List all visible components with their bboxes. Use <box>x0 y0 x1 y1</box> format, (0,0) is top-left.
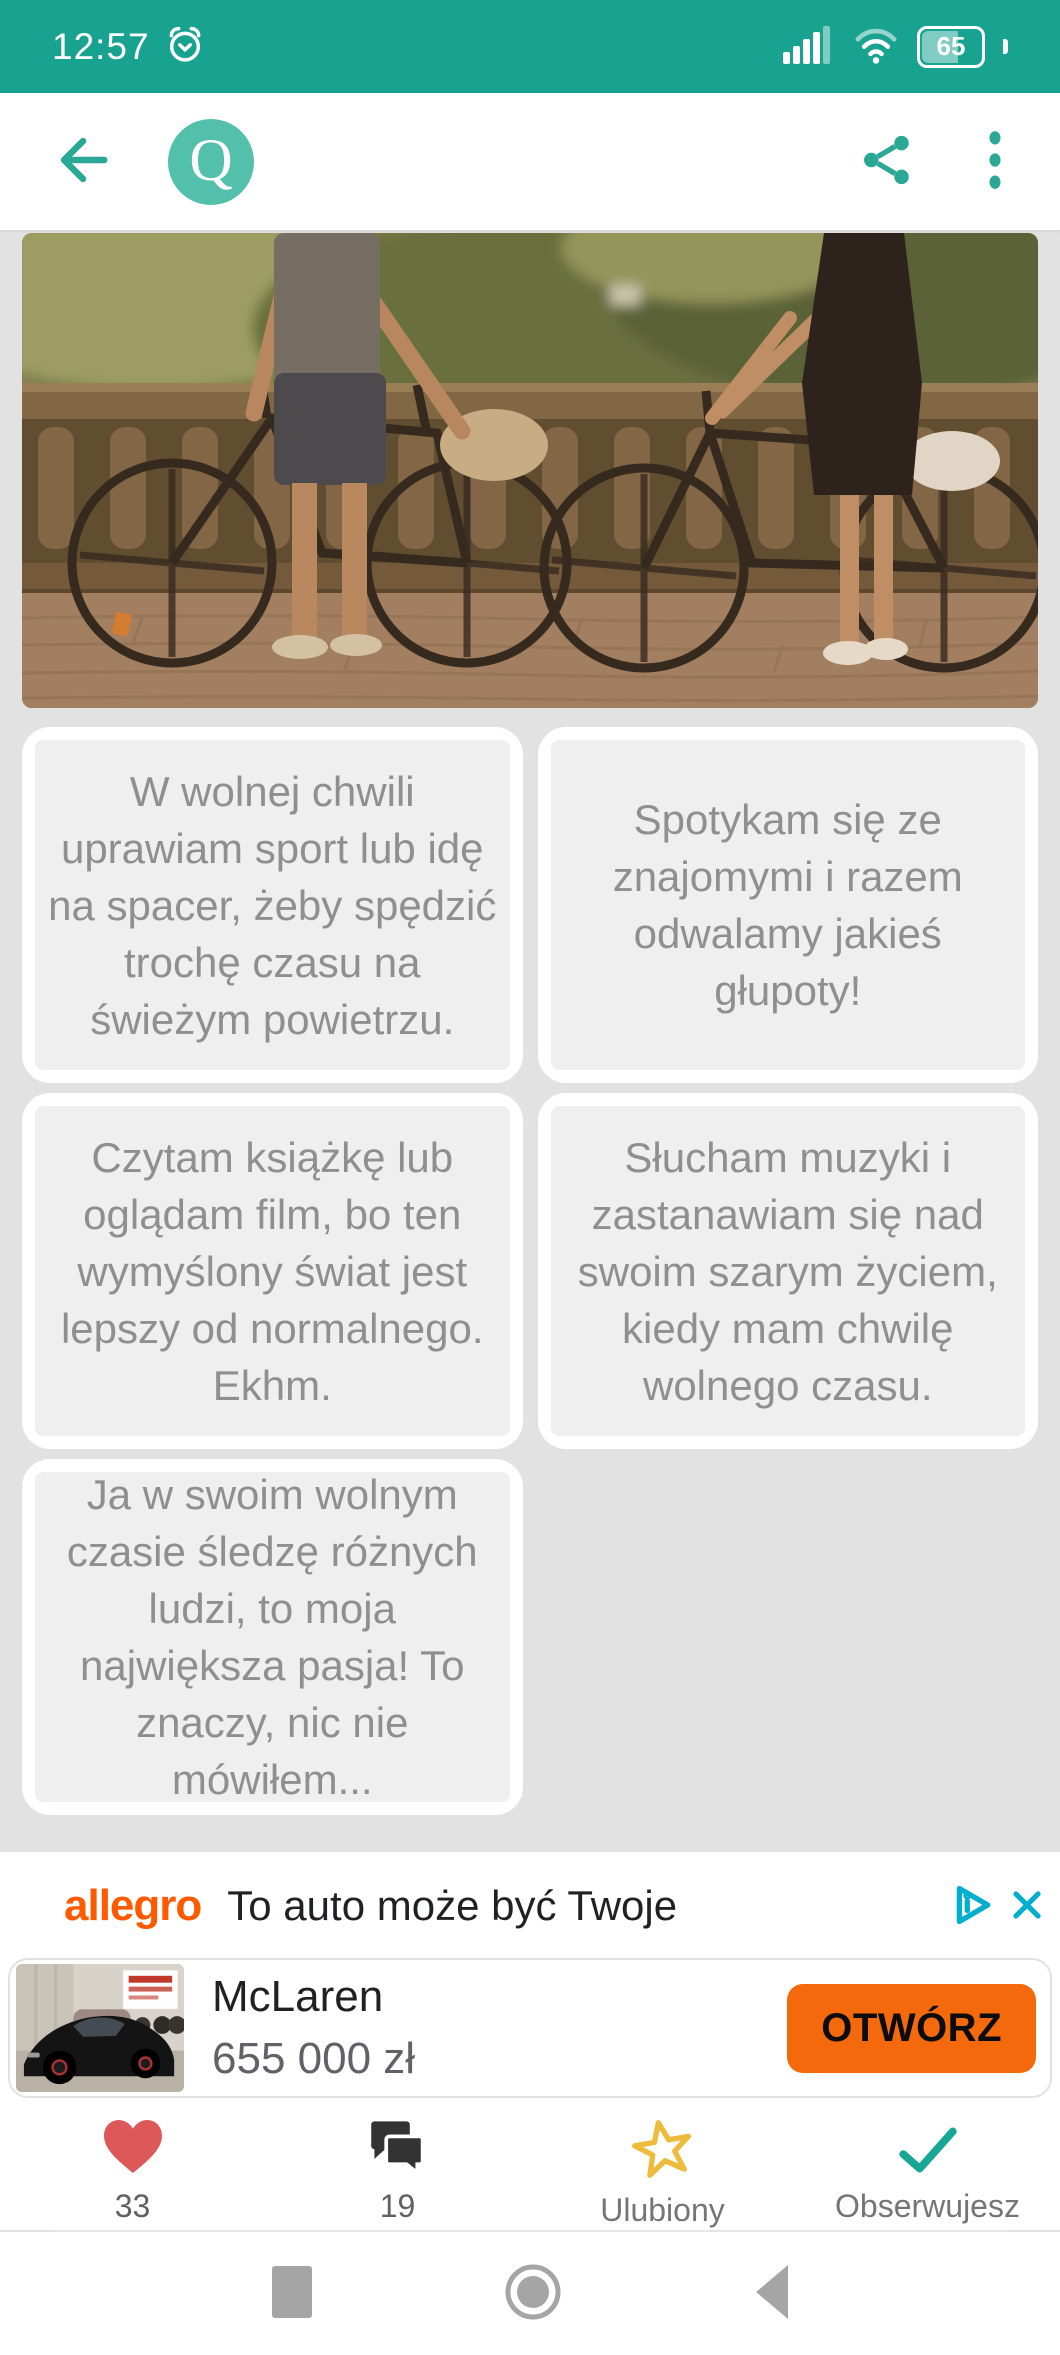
answer-option-4[interactable] <box>538 1093 1039 1449</box>
heart-icon <box>101 2117 165 2178</box>
app-logo <box>168 119 254 205</box>
ad-car-image <box>16 1964 184 2092</box>
android-nav-bar <box>0 2232 1060 2355</box>
home-circle-icon <box>504 2263 562 2324</box>
post-action-bar <box>0 2105 1060 2230</box>
adchoices-icon <box>950 1883 994 1930</box>
answer-option-3[interactable] <box>22 1093 523 1449</box>
signal-icon <box>783 24 835 69</box>
recents-button[interactable] <box>272 2266 312 2321</box>
ad-copy <box>212 1972 415 2084</box>
ad-open-button[interactable]: OTWÓRZ <box>787 1984 1036 2073</box>
ad-product-title: McLaren <box>212 1972 384 2021</box>
answer-option-2[interactable] <box>538 727 1039 1083</box>
ad-close-button[interactable] <box>1008 1886 1046 1927</box>
app-bar <box>0 93 1060 230</box>
comments-button[interactable] <box>265 2105 530 2230</box>
share-button[interactable] <box>858 131 916 192</box>
battery-icon <box>917 26 985 68</box>
comments-icon <box>368 2117 428 2178</box>
quiz-content <box>0 230 1060 1815</box>
answer-option-panel <box>35 1106 510 1436</box>
answer-option-1[interactable] <box>22 727 523 1083</box>
answer-options <box>0 727 1060 1815</box>
ad-price: 655 000 zł <box>212 2034 416 2083</box>
answer-option-text: Ja w swoim wolnym czasie śledzę różnych ludzi, to moja największa pasja! To znaczy, nic nie mówiłem... <box>66 1471 478 1803</box>
quiz-question-image <box>22 233 1038 708</box>
share-icon <box>858 131 916 192</box>
status-bar <box>0 0 1060 93</box>
favorite-button[interactable] <box>530 2105 795 2230</box>
overflow-menu-button[interactable] <box>982 129 1008 194</box>
back-nav-button[interactable] <box>754 2265 788 2322</box>
answer-option-text: W wolnej chwili uprawiam sport lub idę na spacer, żeby spędzić trochę czasu na świeżym powietrzu. <box>48 767 497 1043</box>
allegro-logo: allegro <box>64 1881 202 1930</box>
answer-option-panel <box>35 1472 510 1802</box>
back-triangle-icon <box>754 2265 788 2322</box>
back-button[interactable] <box>52 134 114 189</box>
comments-count: 19 <box>379 2188 416 2224</box>
ad-headline: To auto może być Twoje <box>227 1882 678 1929</box>
wifi-icon <box>851 23 901 70</box>
answer-option-5[interactable] <box>22 1459 523 1815</box>
adchoices-button[interactable] <box>950 1883 994 1930</box>
answer-option-panel <box>35 740 510 1070</box>
ad-header-icons <box>950 1883 1046 1930</box>
answer-option-text: Słucham muzyki i zastanawiam się nad swoim szarym życiem, kiedy mam chwilę wolnego czasu. <box>577 1133 998 1409</box>
likes-count: 33 <box>114 2188 151 2224</box>
battery-percentage: 65 <box>936 31 966 61</box>
back-arrow-icon <box>52 134 114 189</box>
ad-header <box>0 1870 1060 1942</box>
ad-banner <box>0 1852 1060 2105</box>
ad-card[interactable] <box>8 1958 1052 2098</box>
alarm-icon <box>164 23 206 70</box>
like-button[interactable] <box>0 2105 265 2230</box>
answer-option-panel <box>551 1106 1026 1436</box>
battery-nub <box>1003 39 1008 54</box>
clock-time: 12:57 <box>52 25 150 67</box>
answer-option-text: Czytam książkę lub oglądam film, bo ten wymyślony świat jest lepszy od normalnego. Ekhm. <box>60 1133 484 1409</box>
status-bar-right <box>783 23 1008 70</box>
close-icon <box>1008 1886 1046 1927</box>
status-bar-left <box>52 23 206 70</box>
home-button[interactable] <box>504 2263 562 2324</box>
follow-label: Obserwujesz <box>835 2188 1020 2224</box>
recents-square-icon <box>272 2266 312 2321</box>
answer-option-panel <box>551 740 1026 1070</box>
favorite-label: Ulubiony <box>600 2192 725 2228</box>
app-logo-letter: Q <box>189 126 233 193</box>
star-icon <box>630 2117 696 2182</box>
three-dot-menu-icon <box>982 129 1008 194</box>
answer-option-text: Spotykam się ze znajomymi i razem odwalamy jakieś głupoty! <box>612 796 963 1014</box>
follow-button[interactable] <box>795 2105 1060 2230</box>
check-icon <box>897 2117 959 2178</box>
